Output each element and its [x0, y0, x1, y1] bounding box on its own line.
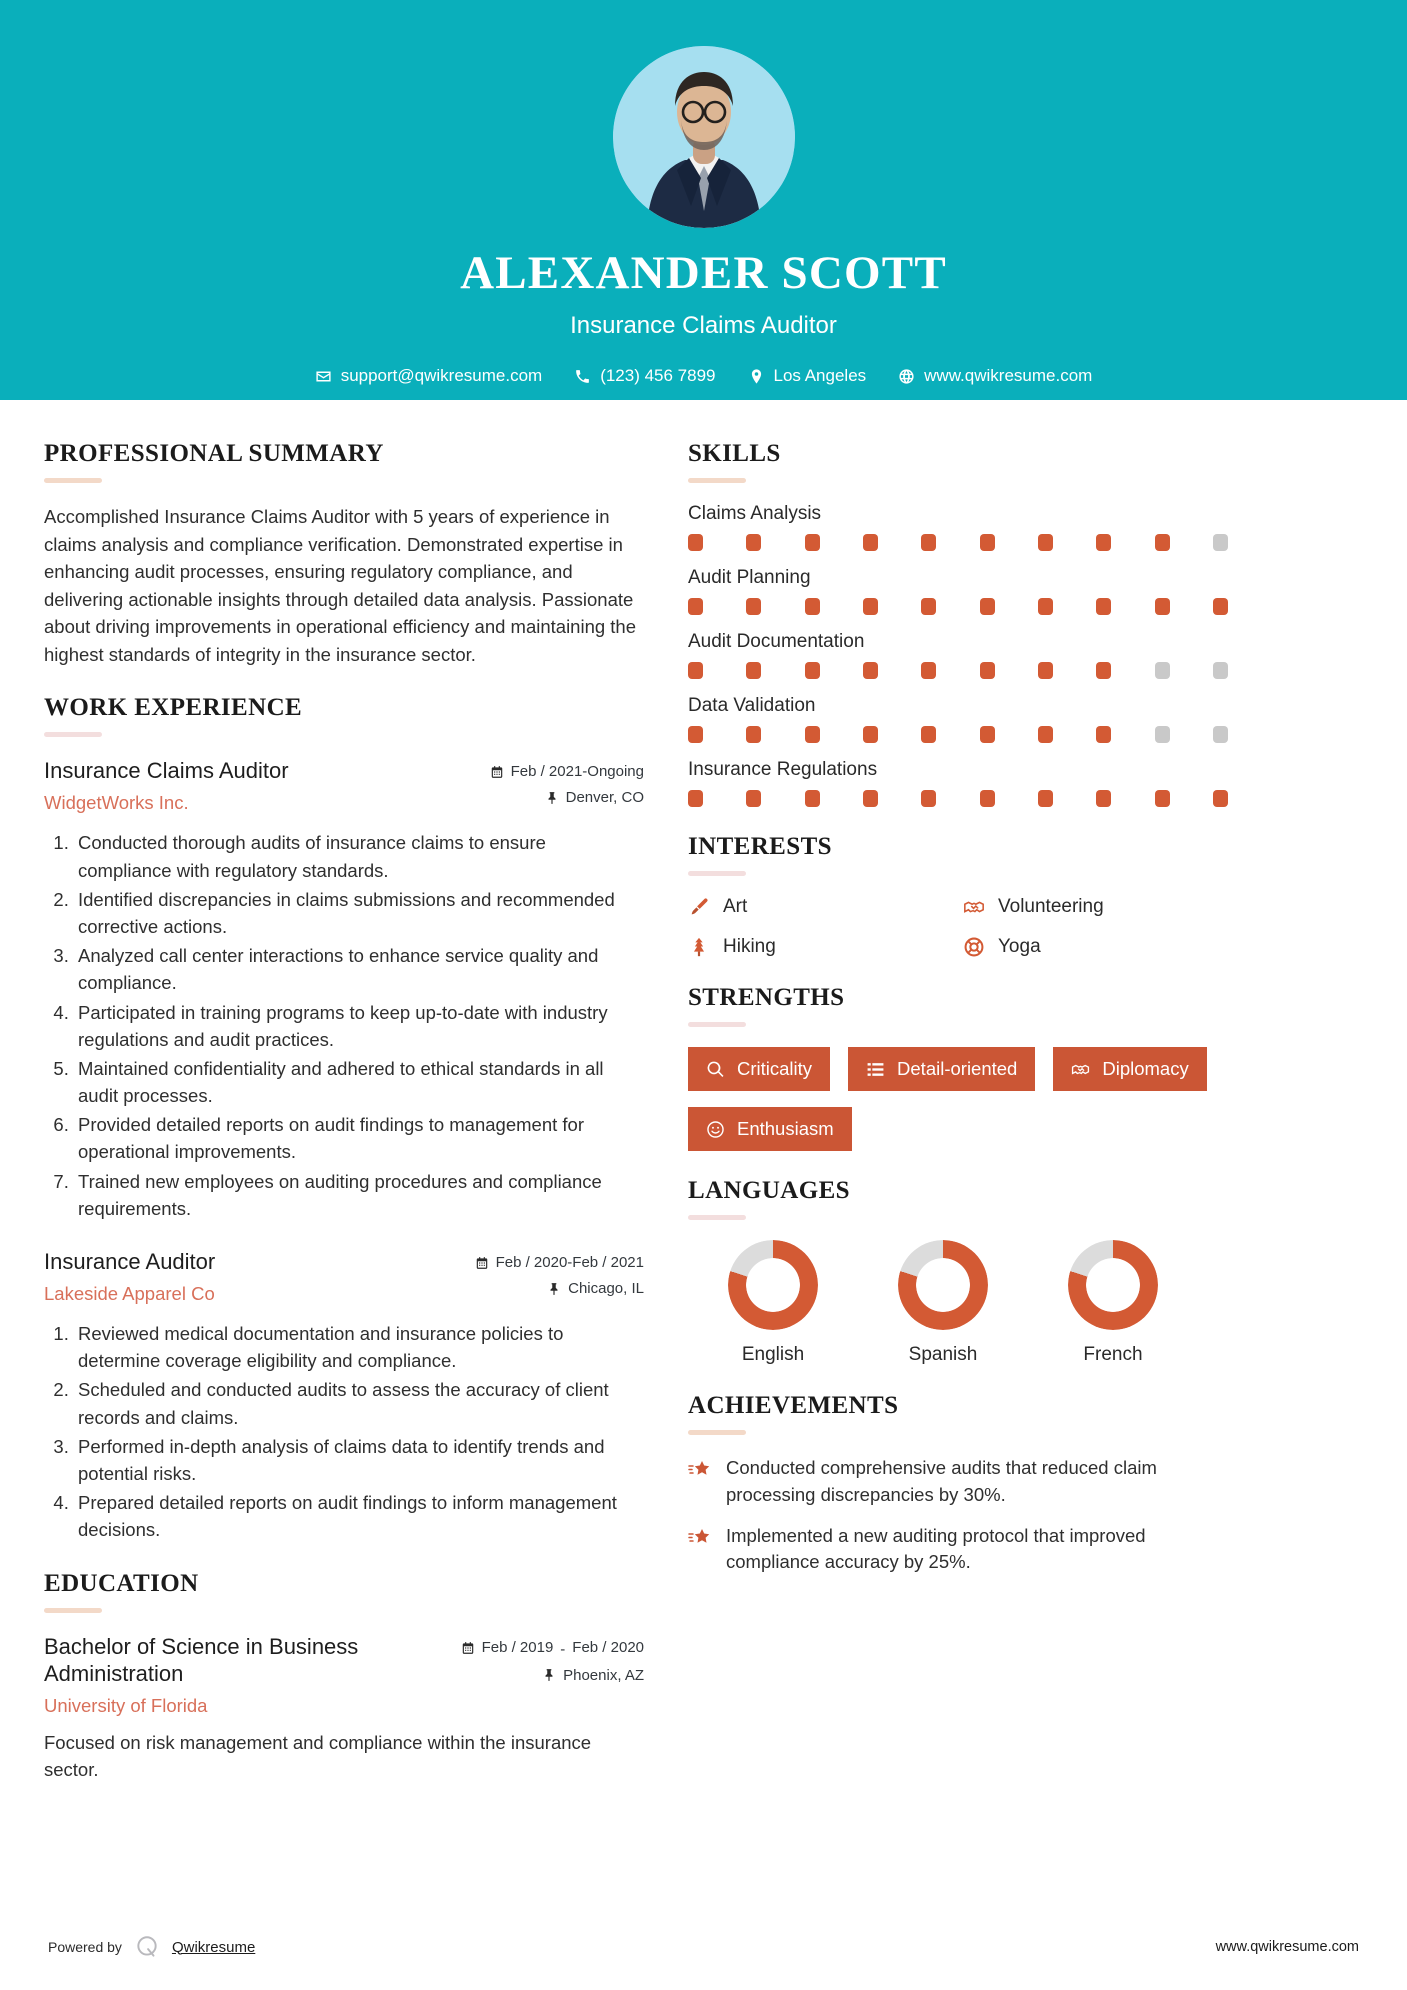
- section-strengths: [688, 984, 1228, 1151]
- education-location: [461, 1667, 644, 1684]
- skill-rating: [688, 662, 1228, 679]
- job-bullets: [44, 829, 644, 1222]
- section-work-experience: [44, 694, 644, 1543]
- skill-dot: [980, 790, 995, 807]
- job-dates-text: Feb / 2020-Feb / 2021: [495, 1254, 644, 1271]
- skill-dot: [1038, 534, 1053, 551]
- skill-dot: [863, 534, 878, 551]
- skill-dot: [863, 726, 878, 743]
- shooting-star-icon: [688, 1458, 712, 1482]
- skill-dot: [1096, 790, 1111, 807]
- contact-phone-text: (123) 456 7899: [600, 366, 716, 385]
- powered-by: [48, 1934, 255, 1960]
- skill-name: Data Validation: [688, 695, 816, 716]
- contact-email[interactable]: [299, 366, 559, 386]
- job-bullet: 3. Performed in-depth analysis of claims data to identify trends and potential risks.: [74, 1433, 644, 1487]
- interest-label: Yoga: [998, 936, 1041, 957]
- job-location-text: Denver, CO: [565, 789, 644, 807]
- education-degree: Bachelor of Science in Business Administration: [44, 1633, 359, 1686]
- language-label: French: [1083, 1344, 1143, 1365]
- skill-dot: [688, 726, 703, 743]
- achievement-item: [688, 1523, 1228, 1577]
- skill-item: [688, 759, 1228, 807]
- skill-name: Audit Planning: [688, 567, 811, 588]
- section-rule: [44, 732, 102, 737]
- skill-item: [688, 695, 1228, 743]
- calendar-icon: [475, 1256, 489, 1270]
- interest-item: [688, 936, 953, 958]
- candidate-job-title: Insurance Claims Auditor: [570, 312, 837, 339]
- contact-website[interactable]: [882, 366, 1108, 386]
- summary-text: Accomplished Insurance Claims Auditor with 5 years of experience in claims analysis and compliance verification. Demonstrated expertise in enhancing audit processes, ensuring regulatory compliance, and delivering actionable insights through detailed data analysis. Passionate about driving improvements in operational efficiency and maintaining the highest standards of integrity in the insurance sector.: [44, 506, 637, 665]
- skill-dot: [1038, 726, 1053, 743]
- lifering-icon: [963, 936, 985, 958]
- resume-header: [0, 0, 1407, 400]
- skill-dot: [805, 726, 820, 743]
- map-pin-icon: [748, 368, 765, 385]
- job-role: Insurance Claims Auditor: [44, 758, 289, 784]
- job-dates: [490, 763, 644, 780]
- skill-name: Insurance Regulations: [688, 759, 878, 780]
- skill-item: [688, 503, 1228, 551]
- language-donut: [1068, 1240, 1158, 1330]
- section-rule: [688, 1022, 746, 1027]
- job-dates-text: Feb / 2021-Ongoing: [510, 763, 644, 781]
- calendar-icon: [461, 1641, 475, 1655]
- section-rule: [688, 871, 746, 876]
- skill-dot: [688, 790, 703, 807]
- skill-name: Audit Documentation: [688, 631, 865, 652]
- paintbrush-icon: [688, 896, 710, 918]
- section-title: WORK EXPERIENCE: [44, 694, 303, 722]
- education-school: University of Florida: [44, 1694, 208, 1716]
- skill-rating: [688, 790, 1228, 807]
- contact-location-text: Los Angeles: [773, 366, 867, 385]
- job-bullet: 5. Maintained confidentiality and adhered to ethical standards in all audit processes.: [74, 1055, 644, 1109]
- strength-chip: [1053, 1047, 1206, 1091]
- skill-dot: [805, 790, 820, 807]
- job-bullet: 2. Identified discrepancies in claims submissions and recommended corrective actions.: [74, 886, 644, 940]
- section-title: INTERESTS: [688, 833, 832, 860]
- skill-dot: [921, 598, 936, 615]
- skill-dot: [980, 534, 995, 551]
- section-rule: [44, 1608, 102, 1613]
- skill-dot: [921, 662, 936, 679]
- contact-email-text: support@qwikresume.com: [340, 366, 543, 385]
- qwikresume-logo-icon: [134, 1934, 160, 1960]
- section-achievements: [688, 1392, 1228, 1576]
- contact-row: [299, 366, 1109, 386]
- pushpin-icon: [547, 1282, 561, 1296]
- interest-label: Volunteering: [998, 896, 1104, 917]
- education-location-text: Phoenix, AZ: [563, 1666, 644, 1684]
- interest-item: [963, 936, 1228, 958]
- section-languages: [688, 1177, 1228, 1366]
- globe-icon: [898, 368, 915, 385]
- skill-dot: [1096, 662, 1111, 679]
- skill-dot: [1096, 534, 1111, 551]
- skill-dot: [980, 662, 995, 679]
- avatar: [613, 46, 795, 228]
- candidate-name: ALEXANDER SCOTT: [460, 247, 947, 299]
- phone-icon: [574, 368, 591, 385]
- pushpin-icon: [542, 1668, 556, 1682]
- resume-footer: [0, 1904, 1407, 1990]
- section-title: STRENGTHS: [688, 984, 845, 1011]
- language-item: [1028, 1240, 1198, 1366]
- skill-dot: [863, 790, 878, 807]
- education-date-start: Feb / 2019: [481, 1638, 554, 1656]
- experience-item: [44, 1248, 644, 1544]
- job-location-text: Chicago, IL: [568, 1280, 644, 1297]
- strength-chip: [688, 1107, 852, 1151]
- job-bullets: [44, 1320, 644, 1544]
- skill-dot: [1213, 790, 1228, 807]
- job-company: Lakeside Apparel Co: [44, 1282, 215, 1304]
- handshake-icon: [963, 896, 985, 918]
- section-rule: [688, 1430, 746, 1435]
- achievement-text: Conducted comprehensive audits that reduced claim processing discrepancies by 30%.: [726, 1457, 1157, 1505]
- resume-body: [0, 400, 1407, 1810]
- skill-dot: [688, 598, 703, 615]
- section-title: ACHIEVEMENTS: [688, 1392, 899, 1419]
- smiley-icon: [706, 1120, 725, 1139]
- achievement-item: [688, 1455, 1228, 1509]
- job-bullet: 6. Provided detailed reports on audit findings to management for operational improvements.: [74, 1111, 644, 1165]
- skill-rating: [688, 598, 1228, 615]
- skill-dot: [1155, 662, 1170, 679]
- skill-dot: [921, 726, 936, 743]
- powered-by-label: Powered by: [48, 1939, 122, 1955]
- skill-dot: [980, 598, 995, 615]
- skill-dot: [805, 662, 820, 679]
- education-description: Focused on risk management and compliance within the insurance sector.: [44, 1731, 592, 1781]
- calendar-icon: [490, 765, 504, 779]
- interest-label: Art: [723, 896, 748, 917]
- skill-dot: [863, 598, 878, 615]
- footer-url[interactable]: www.qwikresume.com: [1215, 1939, 1359, 1955]
- skill-dot: [1038, 662, 1053, 679]
- strength-label: Detail-oriented: [897, 1058, 1018, 1079]
- section-title: LANGUAGES: [688, 1177, 850, 1204]
- skill-dot: [746, 790, 761, 807]
- skill-dot: [746, 598, 761, 615]
- language-label: Spanish: [908, 1344, 978, 1365]
- strength-chip: [688, 1047, 830, 1091]
- job-bullet: 4. Prepared detailed reports on audit findings to inform management decisions.: [74, 1489, 644, 1543]
- section-professional-summary: [44, 440, 644, 668]
- skill-dot: [1096, 598, 1111, 615]
- skill-rating: [688, 726, 1228, 743]
- skill-name: Claims Analysis: [688, 503, 822, 524]
- skill-dot: [1213, 534, 1228, 551]
- skill-dot: [921, 790, 936, 807]
- section-rule: [688, 478, 746, 483]
- section-rule: [688, 1215, 746, 1220]
- job-location: [490, 789, 644, 806]
- achievement-text: Implemented a new auditing protocol that improved compliance accuracy by 25%.: [726, 1524, 1146, 1573]
- section-education: [44, 1570, 644, 1784]
- language-item: [688, 1240, 858, 1366]
- education-item: [44, 1633, 644, 1784]
- skill-dot: [746, 726, 761, 743]
- section-skills: [688, 440, 1228, 807]
- language-label: English: [741, 1344, 805, 1365]
- skill-dot: [1096, 726, 1111, 743]
- skill-dot: [746, 534, 761, 551]
- skill-dot: [863, 662, 878, 679]
- pushpin-icon: [545, 791, 559, 805]
- job-company: WidgetWorks Inc.: [44, 791, 189, 813]
- contact-phone[interactable]: [558, 366, 731, 386]
- interest-label: Hiking: [723, 936, 776, 957]
- job-bullet: 2. Scheduled and conducted audits to assess the accuracy of client records and claims.: [74, 1376, 644, 1430]
- job-location: [475, 1280, 644, 1297]
- section-interests: [688, 833, 1228, 958]
- section-title: SKILLS: [688, 440, 781, 467]
- skill-dot: [1155, 598, 1170, 615]
- language-donut: [898, 1240, 988, 1330]
- right-column: [688, 440, 1228, 1810]
- skill-dot: [805, 534, 820, 551]
- job-bullet: 4. Participated in training programs to keep up-to-date with industry regulations and audit practices.: [74, 999, 644, 1053]
- skill-dot: [921, 534, 936, 551]
- education-meta: [461, 1633, 644, 1693]
- skill-dot: [1213, 662, 1228, 679]
- language-item: [858, 1240, 1028, 1366]
- skill-dot: [1038, 598, 1053, 615]
- skill-dot: [688, 534, 703, 551]
- job-bullet: 1. Conducted thorough audits of insurance claims to ensure compliance with regulatory standards.: [74, 829, 644, 883]
- section-rule: [44, 478, 102, 483]
- skill-dot: [805, 598, 820, 615]
- language-donut: [728, 1240, 818, 1330]
- contact-location: [732, 366, 883, 386]
- skill-dot: [980, 726, 995, 743]
- shooting-star-icon: [688, 1526, 712, 1550]
- job-meta: [475, 1248, 644, 1306]
- envelope-icon: [315, 368, 332, 385]
- skill-dot: [746, 662, 761, 679]
- job-bullet: 7. Trained new employees on auditing procedures and compliance requirements.: [74, 1168, 644, 1222]
- job-bullet: 3. Analyzed call center interactions to enhance service quality and compliance.: [74, 942, 644, 996]
- job-bullet: 1. Reviewed medical documentation and insurance policies to determine coverage eligibility and compliance.: [74, 1320, 644, 1374]
- strength-label: Enthusiasm: [737, 1118, 834, 1139]
- qwikresume-brand-link[interactable]: Qwikresume: [171, 1938, 256, 1956]
- list-icon: [866, 1060, 885, 1079]
- contact-website-text: www.qwikresume.com: [924, 366, 1093, 385]
- interest-item: [688, 896, 953, 918]
- skill-dot: [1213, 726, 1228, 743]
- left-column: [44, 440, 644, 1810]
- strength-label: Diplomacy: [1102, 1058, 1189, 1079]
- education-date-separator: -: [560, 1640, 566, 1658]
- skill-item: [688, 631, 1228, 679]
- section-title: PROFESSIONAL SUMMARY: [44, 440, 384, 467]
- tree-icon: [688, 936, 710, 958]
- skill-dot: [1155, 790, 1170, 807]
- strength-label: Criticality: [737, 1058, 813, 1079]
- handshake-icon: [1071, 1060, 1090, 1079]
- experience-item: [44, 757, 644, 1222]
- job-role: Insurance Auditor: [44, 1249, 216, 1274]
- search-icon: [706, 1060, 725, 1079]
- strength-chip: [848, 1047, 1035, 1091]
- job-meta: [490, 757, 644, 815]
- interest-item: [963, 896, 1228, 918]
- education-dates: [461, 1639, 644, 1658]
- skill-dot: [1038, 790, 1053, 807]
- job-dates: [475, 1254, 644, 1271]
- skill-dot: [1155, 534, 1170, 551]
- skill-rating: [688, 534, 1228, 551]
- education-date-end: Feb / 2020: [572, 1638, 644, 1656]
- skill-dot: [688, 662, 703, 679]
- skill-dot: [1213, 598, 1228, 615]
- skill-item: [688, 567, 1228, 615]
- skill-dot: [1155, 726, 1170, 743]
- section-title: EDUCATION: [44, 1569, 199, 1597]
